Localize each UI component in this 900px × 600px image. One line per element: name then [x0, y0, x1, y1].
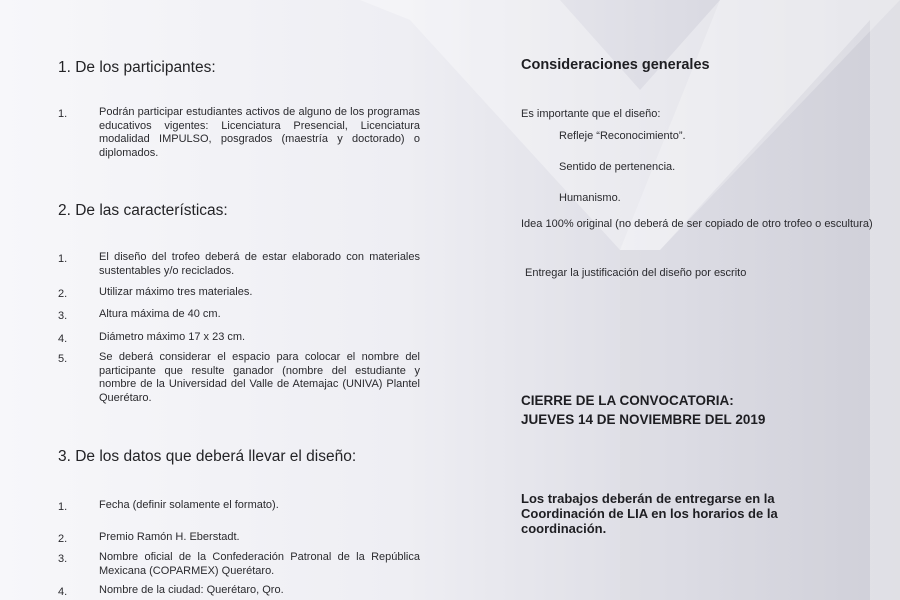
list-item — [58, 106, 420, 160]
item-number: 4. — [58, 333, 68, 345]
item-text: Utilizar máximo tres materiales. — [99, 286, 253, 298]
item-text: Fecha (definir solamente el formato). — [99, 499, 279, 511]
consideracion-item: Sentido de pertenencia. — [559, 161, 676, 173]
section-participantes-title: 1. De los participantes: — [58, 59, 216, 76]
item-text: Se deberá considerar el espacio para colocar el nombre del participante que resulte ganador (nombre del estudiante y nombre de la Universidad del Valle de Atemajac (UNIVA) Plantel Querétaro. — [99, 351, 420, 404]
cierre-convocatoria — [521, 391, 765, 429]
list-item — [58, 308, 420, 322]
item-number: 5. — [58, 353, 68, 365]
item-text: Premio Ramón H. Eberstadt. — [99, 531, 240, 543]
item-number: 2. — [58, 533, 68, 545]
list-item — [58, 331, 420, 345]
consideracion-item: Refleje “Reconocimiento”. — [559, 130, 686, 142]
consideraciones-intro: Es importante que el diseño: — [521, 108, 661, 120]
item-text: Nombre oficial de la Confederación Patronal de la República Mexicana (COPARMEX) Querétaro. — [99, 551, 420, 577]
justificacion-text: Entregar la justificación del diseño por escrito — [525, 267, 747, 279]
cierre-date: JUEVES 14 DE NOVIEMBRE DEL 2019 — [521, 412, 766, 427]
list-item — [58, 551, 420, 578]
list-item — [58, 251, 420, 278]
item-number: 3. — [58, 310, 68, 322]
idea-original-text: Idea 100% original (no deberá de ser copiado de otro trofeo o escultura) — [521, 218, 873, 230]
item-text: Podrán participar estudiantes activos de alguno de los programas educativos vigentes: Licenciatura Presencial, Licenciatura modalidad IMPULSO, posgrados (maestría y doctorado) o diplomados. — [99, 106, 420, 159]
list-item — [58, 499, 420, 513]
item-text: Diámetro máximo 17 x 23 cm. — [99, 331, 246, 343]
cierre-line-1: CIERRE DE LA CONVOCATORIA: — [521, 393, 734, 408]
item-number: 3. — [58, 553, 68, 565]
item-text: Altura máxima de 40 cm. — [99, 308, 221, 320]
list-item — [58, 286, 420, 300]
list-item — [58, 351, 420, 405]
item-number: 1. — [58, 253, 68, 265]
item-text: Nombre de la ciudad: Querétaro, Qro. — [99, 584, 284, 596]
list-item — [58, 531, 420, 545]
section-datos-title: 3. De los datos que deberá llevar el diseño: — [58, 448, 357, 465]
entrega-text: Los trabajos deberán de entregarse en la Coordinación de LIA en los horarios de la coordinación. — [521, 491, 778, 536]
list-item — [58, 584, 420, 598]
item-number: 2. — [58, 288, 68, 300]
item-text: El diseño del trofeo deberá de estar elaborado con materiales sustentables y/o reciclados. — [99, 251, 420, 277]
item-number: 1. — [58, 108, 68, 120]
item-number: 1. — [58, 501, 68, 513]
item-number: 4. — [58, 586, 68, 598]
consideraciones-title: Consideraciones generales — [521, 57, 710, 73]
consideracion-item: Humanismo. — [559, 192, 621, 204]
section-caracteristicas-title: 2. De las características: — [58, 202, 228, 219]
